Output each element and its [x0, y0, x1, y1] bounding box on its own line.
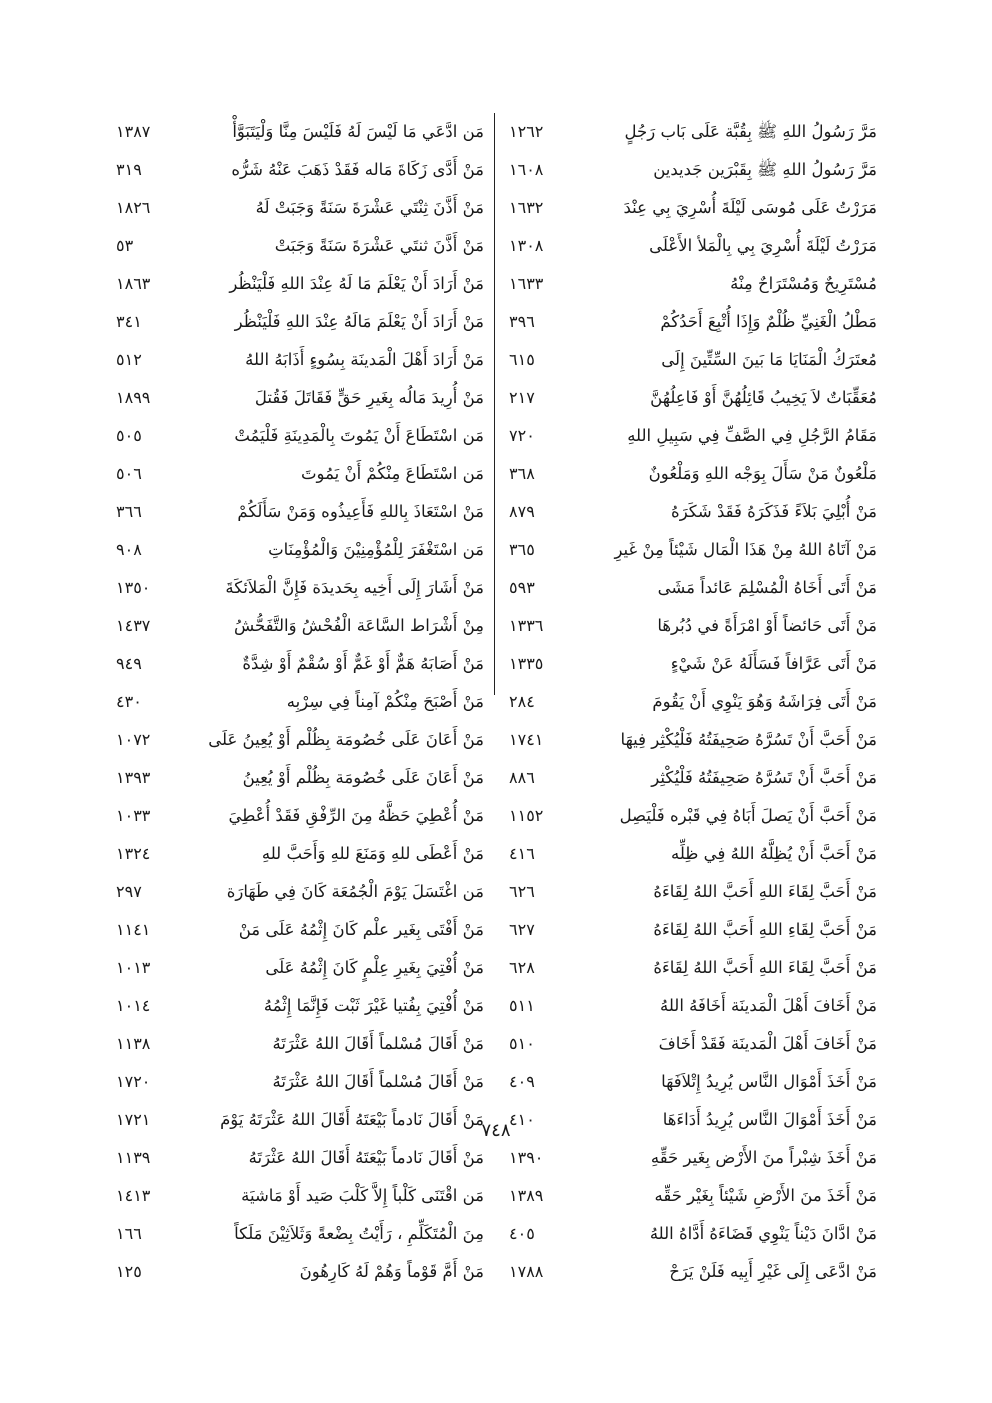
hadith-incipit: مَنْ أَخَذَ أَمْوَال النَّاس يُرِيدُ إِتْلاَفَهَا — [661, 1072, 877, 1091]
hadith-incipit: مَن اغْتَسَلَ يَوْمَ الْجُمُعَة كَانَ فِي طَهَارَة — [226, 882, 484, 901]
hadith-incipit: مَنْ أَذَّنَ ثنتَي عَشْرَةَ سَنَةً وَجَبَتْ — [274, 236, 484, 255]
hadith-incipit: مَنْ أَذَّنَ ثِنْتَي عَشْرَةَ سَنَةً وَجَبَتْ لَهُ — [255, 198, 484, 217]
hadith-number: ٥٩٣ — [509, 578, 535, 597]
hadith-number: ٣١٩ — [116, 160, 142, 179]
hadith-incipit: مَرَّ رَسُولُ اللهِ ﷺ بِقَبْرَين جَديدين — [653, 160, 877, 179]
hadith-number: ٤١٦ — [509, 844, 535, 863]
hadith-incipit: مِنَ الْمُتَكَلِّمِ ، رَأَيْتُ بِضْعةً وَثَلاَثِيْنَ مَلَكاً — [234, 1224, 484, 1243]
index-entry — [112, 379, 484, 417]
hadith-number: ٤٠٩ — [509, 1072, 535, 1091]
hadith-number: ٥٠٥ — [116, 426, 142, 445]
index-entry — [505, 569, 877, 607]
hadith-incipit: مَطْلُ الْغَنِيِّ ظُلْمٌ وَإِذَا أُتْبِعَ أَحَدُكُمْ — [660, 312, 877, 331]
hadith-number: ٢٩٧ — [116, 882, 142, 901]
hadith-number: ٨٨٦ — [509, 768, 535, 787]
hadith-number: ١٢٦٢ — [509, 122, 544, 141]
index-entry — [112, 721, 484, 759]
hadith-incipit: مَرَّ رَسُولُ اللهِ ﷺ بِقُبَّة عَلَى بَاب رَجُلٍ — [624, 122, 877, 141]
index-entry — [112, 949, 484, 987]
hadith-number: ٧٢٠ — [509, 426, 535, 445]
hadith-number: ٤٠٥ — [509, 1224, 535, 1243]
index-entry — [112, 113, 484, 151]
page-number: ٧٤٨ — [481, 1120, 511, 1141]
hadith-number: ١٠٧٢ — [116, 730, 151, 749]
hadith-number: ٣٦٥ — [509, 540, 535, 559]
hadith-incipit: مَنْ أَعَانَ عَلَى خُصُومَة بِظُلْم أَوْ يُعِينُ — [242, 768, 484, 787]
hadith-incipit: مَنْ أَقَالَ نَادماً بَيْعَتَهُ أَقَالَ اللهُ عَثْرَتَهُ — [248, 1148, 484, 1167]
hadith-number: ١٤٣٧ — [116, 616, 151, 635]
index-entry — [505, 1139, 877, 1177]
hadith-number: ١١٤١ — [116, 920, 151, 939]
hadith-incipit: مَنْ أَخَذَ أَمْوَالَ النَّاس يُرِيدُ أَدَاءَهَا — [662, 1110, 877, 1129]
hadith-number: ٣٩٦ — [509, 312, 535, 331]
index-entry — [112, 189, 484, 227]
hadith-number: ٨٧٩ — [509, 502, 535, 521]
index-entry — [505, 683, 877, 721]
hadith-incipit: مَرَرْتُ لَيْلَةَ أُسْرِيَ بِي بِالْمَلأ الأَعْلَى — [649, 236, 877, 255]
index-entry — [112, 645, 484, 683]
index-entry — [505, 721, 877, 759]
hadith-number: ٣٦٨ — [509, 464, 535, 483]
hadith-incipit: مَنْ أَحَبَّ لِقَاءَ اللهِ أَحَبَّ اللهُ لِقَاءَهُ — [653, 958, 877, 977]
hadith-number: ١٦٦ — [116, 1224, 142, 1243]
hadith-incipit: مَلْعُونٌ مَنْ سَأَلَ بِوَجْه اللهِ وَمَلْعُونٌ — [648, 464, 877, 483]
hadith-number: ١٦٣٣ — [509, 274, 544, 293]
hadith-incipit: مِنْ أَشْرَاط السَّاعَة الْفُحْشُ وَالتَّفَحُّشُ — [233, 616, 484, 635]
hadith-incipit: مَنْ أَحَبَّ أَنْ يُظِلَّهُ اللهُ فِي ظِلِّه — [671, 844, 877, 863]
hadith-number: ١٤١٣ — [116, 1186, 151, 1205]
index-entry — [505, 911, 877, 949]
hadith-number: ٥١٢ — [116, 350, 142, 369]
index-entry — [505, 113, 877, 151]
hadith-number: ٥١١ — [509, 996, 535, 1015]
hadith-number: ٤٣٠ — [116, 692, 142, 711]
hadith-incipit: مَن اسْتَطَاعَ أَنْ يَمُوتَ بِالْمَدِينَةِ فَلْيَمُتْ — [234, 426, 484, 445]
index-entry — [505, 797, 877, 835]
index-entry — [505, 341, 877, 379]
hadith-incipit: مُسْتَرِيحٌ وَمُسْتَرَاحٌ مِنْهُ — [730, 274, 877, 293]
hadith-number: ٢١٧ — [509, 388, 535, 407]
hadith-number: ١٦٣٢ — [509, 198, 544, 217]
index-entry — [112, 987, 484, 1025]
hadith-number: ٦١٥ — [509, 350, 535, 369]
hadith-incipit: مَنْ أَصْبَحَ مِنْكُمْ آمِناً فِي سِرْبِه — [286, 692, 484, 711]
hadith-number: ٦٢٨ — [509, 958, 535, 977]
hadith-number: ٥٣ — [116, 236, 134, 255]
index-entry — [505, 531, 877, 569]
index-entry — [112, 1063, 484, 1101]
index-entry — [505, 1253, 877, 1291]
hadith-incipit: مَنْ أَخَافَ أَهْلَ الْمَدينَة فَقَدْ أَخَافَ — [658, 1034, 877, 1053]
index-entry — [505, 1215, 877, 1253]
index-entry — [505, 1177, 877, 1215]
hadith-incipit: مَن اسْتَغْفَرَ لِلْمُؤْمِنِيْنَ وَالْمُؤْمِنَاتِ — [268, 540, 484, 559]
index-entry — [505, 417, 877, 455]
hadith-incipit: مَنْ أُفْتِيَ بِغَيرِ عِلْمٍ كَانَ إِثْمُهُ عَلَى — [265, 958, 484, 977]
hadith-incipit: مَرَرْتُ عَلَى مُوسَى لَيْلَةَ أُسْرِيَ بِي عِنْدَ — [623, 198, 877, 217]
hadith-number: ١٠١٣ — [116, 958, 151, 977]
hadith-number: ١٠١٤ — [116, 996, 151, 1015]
hadith-incipit: مَنْ أَرَادَ أَنْ يَعْلَمَ مَا لَهُ عِنْدَ اللهِ فَلْيَنْظُر — [229, 274, 484, 293]
index-entry — [505, 873, 877, 911]
hadith-number: ٤١٠ — [509, 1110, 535, 1129]
hadith-number: ٩٤٩ — [116, 654, 142, 673]
hadith-number: ١٧٤١ — [509, 730, 544, 749]
index-entry — [505, 265, 877, 303]
index-entry — [112, 569, 484, 607]
hadith-number: ٦٢٧ — [509, 920, 535, 939]
index-entry — [505, 949, 877, 987]
hadith-incipit: مَن اقْتَنَى كَلْباً إِلاَّ كَلْبَ صَيد أَوْ مَاشيَة — [241, 1186, 484, 1205]
hadith-incipit: مَنْ ادَّعَى إِلَى غَيْرِ أَبِيه فَلَنْ يَرَحْ — [669, 1262, 877, 1281]
index-entry — [112, 1139, 484, 1177]
hadith-number: ٥٠٦ — [116, 464, 142, 483]
hadith-number: ٥١٠ — [509, 1034, 535, 1053]
hadith-number: ١٧٨٨ — [509, 1262, 544, 1281]
hadith-incipit: مَنْ أَقَالَ مُسْلماً أَقَالَ اللهُ عَثْرَتَهُ — [272, 1034, 484, 1053]
index-entry — [112, 341, 484, 379]
hadith-incipit: مَنْ أَعْطَى للهِ وَمَنَعَ للهِ وَأَحَبَّ للهِ — [261, 844, 484, 863]
index-entry — [112, 151, 484, 189]
hadith-number: ١١٣٨ — [116, 1034, 151, 1053]
index-entry — [112, 683, 484, 721]
hadith-incipit: مَنْ أَحَبَّ أَنْ تَسُرَّهُ صَحِيفَتُهُ فَلْيُكْثِر فِيهَا — [620, 730, 877, 749]
index-entry — [112, 417, 484, 455]
hadith-incipit: مَنْ أَقَالَ نَادماً بَيْعَتَهُ أَقَالَ اللهُ عَثْرَتَهُ يَوْمَ — [220, 1110, 484, 1129]
column-divider — [494, 113, 495, 695]
index-entry — [505, 759, 877, 797]
hadith-incipit: مَنْ أَتَى أَخَاهُ الْمُسْلِمَ عَائداً مَشَى — [657, 578, 877, 597]
index-entry — [112, 607, 484, 645]
index-entry — [112, 835, 484, 873]
index-entry — [112, 1025, 484, 1063]
hadith-number: ١٢٥ — [116, 1262, 142, 1281]
hadith-incipit: مَنْ أَحَبَّ أَنْ تَسُرَّهُ صَحِيفَتُهُ فَلْيُكْثِر — [651, 768, 877, 787]
hadith-number: ١١٥٢ — [509, 806, 544, 825]
hadith-incipit: مَنْ أَخَذَ منَ الأَرْضِ شَيْئاً بِغَيْر حَقِّه — [654, 1186, 877, 1205]
hadith-incipit: مَنْ أَخَافَ أَهْلَ الْمَدينَة أَخَافَهُ اللهُ — [659, 996, 877, 1015]
hadith-incipit: مَنْ أُعْطِيَ حَظَّهُ مِنَ الرِّفْقِ فَقَدْ أُعْطِيَ — [228, 806, 484, 825]
hadith-incipit: مَنْ أَتَى عَرَّافاً فَسَأَلَهُ عَنْ شَيْءٍ — [670, 654, 877, 673]
index-entry — [505, 189, 877, 227]
index-entry — [505, 607, 877, 645]
hadith-number: ١٠٣٣ — [116, 806, 151, 825]
index-entry — [112, 531, 484, 569]
hadith-number: ١٧٢١ — [116, 1110, 151, 1129]
hadith-incipit: مَنْ أُرِيدَ مَالُه بِغَيرِ حَقٍّ فَقَاتَلَ فَقُتلَ — [254, 388, 484, 407]
hadith-incipit: مَنْ أَمَّ قَوْماً وَهُمْ لَهُ كَارِهُونَ — [299, 1262, 484, 1281]
hadith-incipit: مَنْ أَحَبَّ لِقَاءَ اللهِ أَحَبَّ اللهُ لِقَاءَهُ — [653, 882, 877, 901]
hadith-number: ١٨٢٦ — [116, 198, 151, 217]
index-entry — [112, 1177, 484, 1215]
index-entry — [112, 227, 484, 265]
index-entry — [505, 227, 877, 265]
index-entry — [112, 265, 484, 303]
hadith-number: ١٣٩٣ — [116, 768, 151, 787]
hadith-incipit: مَن اسْتَطَاعَ مِنْكُمْ أَنْ يَمُوتَ — [301, 464, 484, 483]
index-column-left — [112, 113, 484, 1291]
hadith-number: ١٣٨٧ — [116, 122, 151, 141]
index-entry — [112, 1253, 484, 1291]
index-column-right — [505, 113, 877, 1291]
index-entry — [112, 797, 484, 835]
index-entry — [505, 645, 877, 683]
hadith-incipit: مَنْ أُفْتِيَ بِفُتيا غَيْرَ ثَبْت فَإِنَّمَا إِثْمُهُ — [263, 996, 484, 1015]
hadith-number: ٦٢٦ — [509, 882, 535, 901]
index-entry — [505, 1025, 877, 1063]
hadith-number: ١٣٩٠ — [509, 1148, 544, 1167]
index-entry — [505, 303, 877, 341]
hadith-number: ١٣٢٤ — [116, 844, 151, 863]
hadith-number: ١٣٣٦ — [509, 616, 544, 635]
hadith-incipit: مَنْ أَصَابَهُ هَمٌّ أَوْ غَمٌّ أَوْ سُقْمٌ أَوْ شِدَّةٌ — [242, 654, 484, 673]
index-entry — [505, 455, 877, 493]
hadith-number: ٢٨٤ — [509, 692, 535, 711]
hadith-incipit: مَنْ أَتَى حَائضاً أَوْ امْرَأَةً في دُبُرهَا — [657, 616, 877, 635]
hadith-number: ٣٦٦ — [116, 502, 142, 521]
hadith-number: ١٣٠٨ — [509, 236, 544, 255]
hadith-incipit: مَنْ أُبْلِيَ بَلاَءً فَذَكَرَهُ فَقَدْ شَكَرَهُ — [671, 502, 877, 521]
index-entry — [505, 151, 877, 189]
hadith-number: ١٨٩٩ — [116, 388, 151, 407]
hadith-incipit: مَنْ آتَاهُ اللهُ مِنْ هَذَا الْمَال شَيْئاً مِنْ غَيرِ — [614, 540, 877, 559]
hadith-incipit: مَنْ أَعَانَ عَلَى خُصُومَة بِظُلْم أَوْ يُعِينُ عَلَى — [208, 730, 484, 749]
hadith-incipit: مُعتَرَكُ الْمَنَايَا مَا بَينَ السِّتِّينَ إِلَى — [661, 350, 877, 369]
hadith-incipit: مَنْ أَرَادَ أَهْلَ الْمَدينَة بِسُوءٍ أَذَابَهُ اللهُ — [245, 350, 484, 369]
hadith-incipit: مَنْ أَدَّى زَكَاةَ مَاله فَقَدْ ذَهَبَ عَنْهُ شَرُّه — [231, 160, 484, 179]
hadith-number: ١٨٦٣ — [116, 274, 151, 293]
hadith-number: ١٧٢٠ — [116, 1072, 151, 1091]
index-entry — [505, 835, 877, 873]
hadith-number: ١٦٠٨ — [509, 160, 544, 179]
index-entry — [505, 379, 877, 417]
hadith-number: ١٣٨٩ — [509, 1186, 544, 1205]
hadith-number: ٣٤١ — [116, 312, 142, 331]
hadith-incipit: مَنْ أَفْتَى بِغَير علْم كَانَ إِثْمُهُ عَلَى مَنْ — [238, 920, 484, 939]
hadith-incipit: مَنْ أَحَبَّ أَنْ يَصلَ أَبَاهُ فِي قَبْره فَلْيَصِل — [619, 806, 877, 825]
index-entry — [112, 455, 484, 493]
index-entry — [112, 1215, 484, 1253]
hadith-number: ١١٣٩ — [116, 1148, 151, 1167]
index-entry — [505, 493, 877, 531]
hadith-incipit: مَنْ أَقَالَ مُسْلماً أَقَالَ اللهُ عَثْرَتَهُ — [272, 1072, 484, 1091]
index-entry — [112, 303, 484, 341]
hadith-incipit: مَقَامُ الرَّجُلِ فِي الصَّفِّ فِي سَبِيلِ اللهِ — [627, 426, 877, 445]
hadith-incipit: مَنْ أَشَارَ إِلَى أَخِيه بِحَديدَة فَإِنَّ الْمَلاَئكَةَ — [225, 578, 484, 597]
hadith-incipit: مَنْ اسْتَعَاذَ بِاللهِ فَأَعِيذُوه وَمَنْ سَأَلَكُمْ — [237, 502, 484, 521]
index-entry — [112, 911, 484, 949]
index-entry — [112, 493, 484, 531]
hadith-number: ١٣٥٠ — [116, 578, 151, 597]
index-entry — [505, 987, 877, 1025]
hadith-incipit: مَنْ أَرَادَ أَنْ يَعْلَمَ مَالَهُ عِنْدَ اللهِ فَلْيَنْظُر — [234, 312, 484, 331]
hadith-incipit: مَنْ ادَّانَ دَيْناً يَنْوِي قَضَاءَهُ أَدَّاهُ اللهُ — [649, 1224, 877, 1243]
hadith-incipit: مَنْ أَحَبَّ لِقَاءِ اللهِ أَحَبَّ اللهُ لِقَاءَهُ — [653, 920, 877, 939]
hadith-number: ٩٠٨ — [116, 540, 142, 559]
index-entry — [505, 1063, 877, 1101]
index-entry — [112, 759, 484, 797]
hadith-incipit: مَنْ أَخَذَ شِبْراً منَ الأَرْض بِغَير حَقِّهِ — [650, 1148, 877, 1167]
hadith-number: ١٣٣٥ — [509, 654, 544, 673]
hadith-incipit: مُعَقِّبَاتٌ لاَ يَخِيبُ قَائِلُهُنَّ أَوْ فَاعِلُهُنَّ — [650, 388, 877, 407]
hadith-incipit: مَن ادَّعَي مَا لَيْسَ لَهُ فَلَيْسَ مِنَّا وَلْيَتَبَوَّأْ — [232, 122, 484, 141]
hadith-incipit: مَنْ أَتَى فِرَاشَهُ وَهُوَ يَنْوِي أَنْ يَقُومَ — [652, 692, 877, 711]
index-entry — [112, 873, 484, 911]
